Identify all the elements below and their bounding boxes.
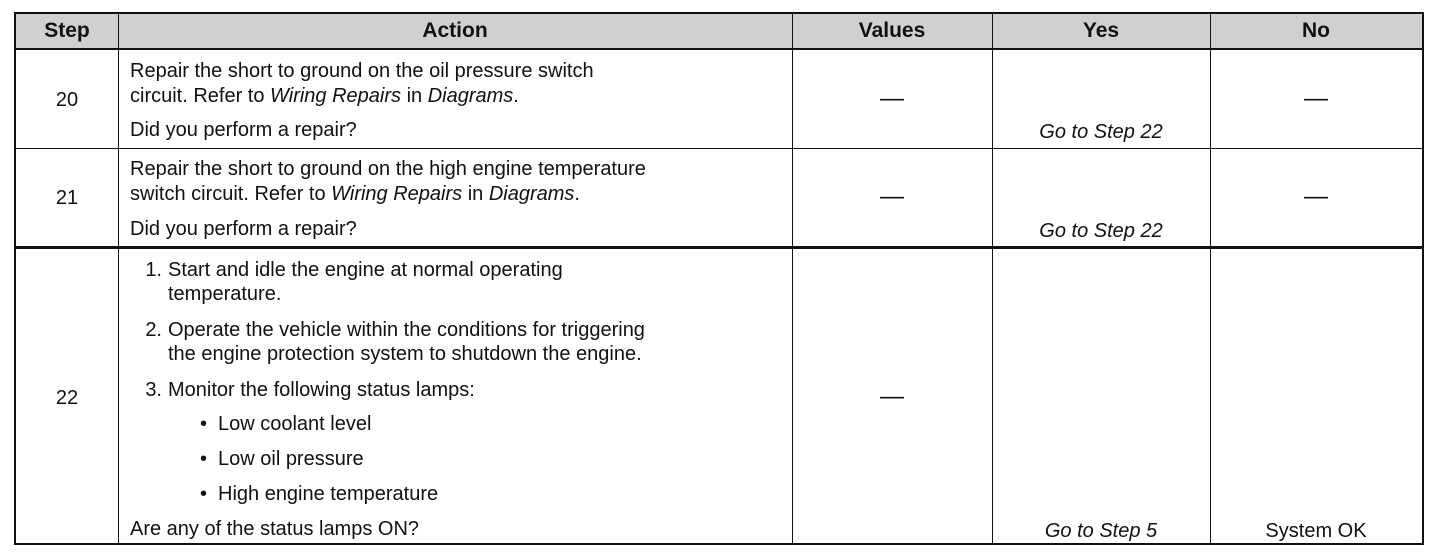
numbered-item-continued: temperature. <box>168 283 282 305</box>
reference-link: Wiring Repairs <box>331 183 463 205</box>
numbered-item: 1. Start and idle the engine at normal operating <box>145 259 563 281</box>
action-line: Repair the short to ground on the oil pressure switch <box>130 60 594 82</box>
yes-action: Go to Step 22 <box>1039 121 1163 143</box>
no-action: System OK <box>1265 520 1367 542</box>
question-text: Did you perform a repair? <box>130 119 357 141</box>
header-no: No <box>1302 19 1330 42</box>
question-text: Did you perform a repair? <box>130 218 357 240</box>
no-action: — <box>1304 183 1328 210</box>
action-line: Repair the short to ground on the high engine temperature <box>130 158 646 180</box>
bullet-icon: • <box>200 483 208 505</box>
header-step: Step <box>44 19 90 42</box>
action-text <box>130 59 594 109</box>
bullet-icon: • <box>200 448 208 470</box>
reference-link: Wiring Repairs <box>270 85 402 107</box>
question-text: Are any of the status lamps ON? <box>130 518 420 540</box>
step-number: 20 <box>55 89 79 111</box>
bullet-icon: • <box>200 413 208 435</box>
numbered-item: 3. Monitor the following status lamps: <box>145 379 475 401</box>
no-action: — <box>1304 85 1328 112</box>
action-line: circuit. Refer to Wiring Repairs in Diagrams. <box>130 85 519 107</box>
row-divider <box>16 148 1422 149</box>
bullet-item: • Low oil pressure <box>200 448 364 470</box>
values-cell: — <box>880 85 904 112</box>
values-cell: — <box>880 383 904 410</box>
numbered-item: 2. Operate the vehicle within the conditions for triggering <box>145 319 645 341</box>
step-number: 21 <box>55 187 79 209</box>
reference-link: Diagrams <box>427 85 514 107</box>
row-divider <box>16 246 1422 249</box>
col-divider <box>992 14 993 543</box>
header-action: Action <box>422 19 488 42</box>
action-text <box>130 157 646 207</box>
numbered-item-continued: the engine protection system to shutdown the engine. <box>168 343 642 365</box>
yes-action: Go to Step 5 <box>1044 520 1158 542</box>
action-line: switch circuit. Refer to Wiring Repairs in Diagrams. <box>130 183 580 205</box>
col-divider <box>118 14 119 543</box>
bullet-item: • High engine temperature <box>200 483 439 505</box>
table-header <box>16 14 1422 50</box>
bullet-item: • Low coolant level <box>200 413 372 435</box>
yes-action: Go to Step 22 <box>1039 220 1163 242</box>
reference-link: Diagrams <box>488 183 575 205</box>
values-cell: — <box>880 183 904 210</box>
header-yes: Yes <box>1082 19 1120 42</box>
header-values: Values <box>858 19 926 42</box>
step-number: 22 <box>55 387 79 409</box>
diagnostic-table <box>14 12 1424 545</box>
